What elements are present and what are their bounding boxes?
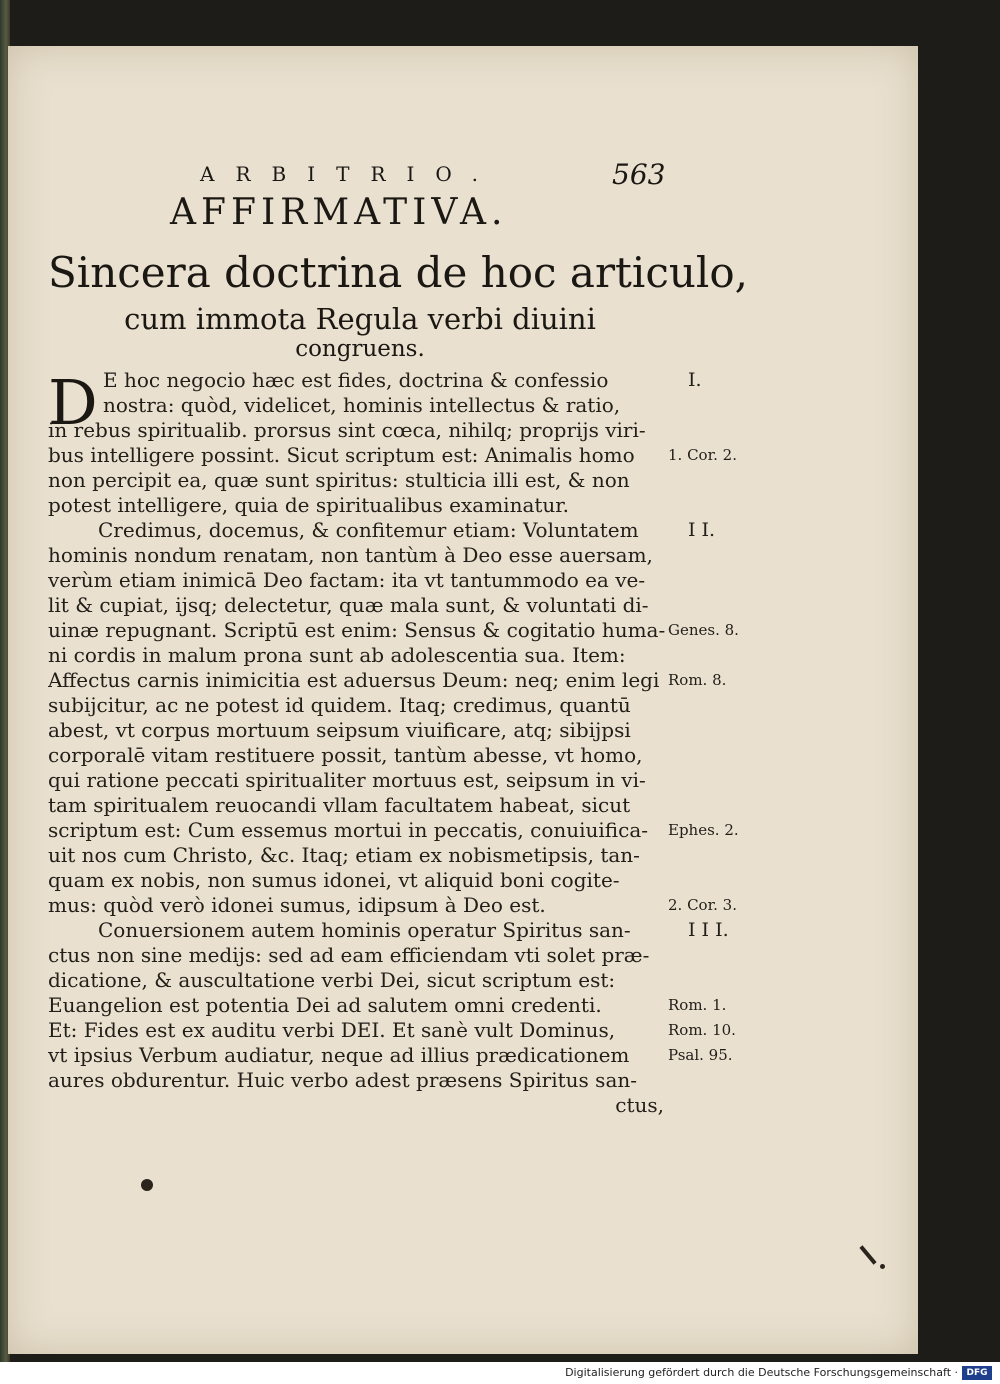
text-line: Et: Fides est ex auditu verbi DEI. Et sanè vult Dominus, [48,1018,616,1042]
margin-note [668,393,788,418]
margin-note: Rom. 1. [668,996,727,1014]
text-line: abest, vt corpus mortuum seipsum viuificare, atq; sibijpsi [48,718,631,742]
text-line: qui ratione peccati spiritualiter mortuus est, seipsum in vi- [48,768,646,792]
title-line-3: congruens. [295,336,425,362]
margin-note [668,718,788,743]
margin-note: I I. [688,519,716,541]
margin-note [668,468,788,493]
margin-note: I I I. [688,919,729,941]
text-line: ni cordis in malum prona sunt ab adolescentia sua. Item: [48,643,626,667]
text-line: Credimus, docemus, & confitemur etiam: Voluntatem [98,518,639,542]
text-line: nostra: quòd, videlicet, hominis intellectus & ratio, [103,393,621,417]
margin-note [668,418,788,443]
margin-note [668,643,788,668]
text-line: tam spiritualem reuocandi vllam facultatem habeat, sicut [48,793,631,817]
section-heading: AFFIRMATIVA. [170,192,508,233]
margin-note [668,793,788,818]
margin-note: Genes. 8. [668,621,739,639]
text-line: uit nos cum Christo, &c. Itaq; etiam ex nobismetipsis, tan- [48,843,640,867]
margin-note [668,568,788,593]
text-line: vt ipsius Verbum audiatur, neque ad illius prædicationem [48,1043,630,1067]
text-line: bus intelligere possint. Sicut scriptum est: Animalis homo [48,443,635,467]
margin-note: 1. Cor. 2. [668,446,737,464]
text-line: Affectus carnis inimicitia est aduersus Deum: neq; enim legi [48,668,660,692]
text-line: in rebus spiritualib. prorsus sint cœca, nihilq; proprijs viri- [48,418,646,442]
margin-note [668,693,788,718]
text-line: ctus, [615,1093,664,1117]
margin-note: Ephes. 2. [668,821,739,839]
text-line: corporalē vitam restituere possit, tantùm abesse, vt homo, [48,743,643,767]
margin-note: 2. Cor. 3. [668,896,737,914]
margin-note: I. [688,369,702,391]
text-line: subijcitur, ac ne potest id quidem. Itaq; credimus, quantū [48,693,631,717]
margin-note [668,593,788,618]
footer-bar [0,1362,1000,1384]
page-number: 563 [612,158,666,191]
text-line: hominis nondum renatam, non tantùm à Deo esse auersam, [48,543,653,567]
ink-spot [141,1179,153,1191]
margin-note [668,843,788,868]
margin-notes [668,368,788,1118]
pencil-dot [880,1264,885,1269]
text-line: aures obdurentur. Huic verbo adest præsens Spiritus san- [48,1068,638,1092]
text-line: E hoc negocio hæc est fides, doctrina & confessio [103,368,609,392]
body-text [48,368,668,1118]
running-head: ARBITRIO. [200,162,499,186]
text-line: verùm etiam inimicā Deo factam: ita vt tantummodo ea ve- [48,568,646,592]
margin-note [668,968,788,993]
drop-cap: D [48,366,98,439]
text-line: quam ex nobis, non sumus idonei, vt aliquid boni cogite- [48,868,620,892]
margin-note [668,1093,788,1118]
title-line-1: Sincera doctrina de hoc articulo, [48,248,748,297]
text-line: scriptum est: Cum essemus mortui in peccatis, conuiuifica- [48,818,649,842]
funding-credit: Digitalisierung gefördert durch die Deutsche Forschungsgemeinschaft · [565,1366,958,1379]
margin-note [668,543,788,568]
margin-note [668,768,788,793]
margin-note [668,868,788,893]
margin-note [668,493,788,518]
margin-note: Psal. 95. [668,1046,733,1064]
text-line: ctus non sine medijs: sed ad eam efficiendam vti solet præ- [48,943,650,967]
text-line: Euangelion est potentia Dei ad salutem omni credenti. [48,993,602,1017]
margin-note: Rom. 8. [668,671,727,689]
text-line: Conuersionem autem hominis operatur Spiritus san- [98,918,631,942]
margin-note [668,943,788,968]
text-line: potest intelligere, quia de spiritualibus examinatur. [48,493,570,517]
text-line: uinæ repugnant. Scriptū est enim: Sensus & cogitatio huma- [48,618,666,642]
text-line: mus: quòd verò idonei sumus, idipsum à Deo est. [48,893,546,917]
title-line-2: cum immota Regula verbi diuini [124,302,596,336]
text-line: lit & cupiat, ijsq; delectetur, quæ mala sunt, & voluntati di- [48,593,649,617]
margin-note [668,743,788,768]
text-line: dicatione, & auscultatione verbi Dei, sicut scriptum est: [48,968,616,992]
dfg-logo: DFG [962,1366,992,1380]
margin-note [668,1068,788,1093]
text-line: non percipit ea, quæ sunt spiritus: stulticia illi est, & non [48,468,630,492]
margin-note: Rom. 10. [668,1021,736,1039]
